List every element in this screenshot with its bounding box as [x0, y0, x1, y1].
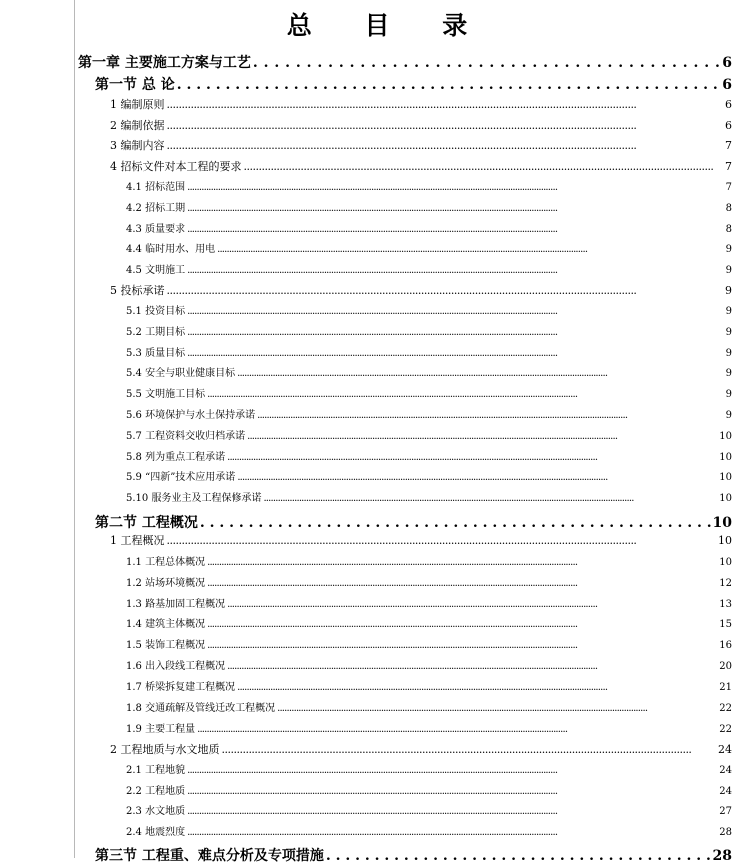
toc-entry-label: 1.6 出入段线工程概况	[126, 661, 226, 672]
dot-leader	[187, 827, 717, 838]
toc-entry-page-number: 6	[725, 98, 732, 111]
toc-entry-page-number: 9	[725, 327, 732, 338]
toc-entry-page-number: 28	[712, 848, 732, 864]
toc-entry-label: 第一章 主要施工方案与工艺	[78, 55, 251, 71]
toc-entry-sub[interactable]	[126, 323, 732, 338]
dot-leader	[227, 599, 717, 610]
toc-entry-page-number: 10	[719, 557, 732, 568]
dot-leader	[177, 77, 721, 93]
toc-entry-page-number: 16	[719, 640, 732, 651]
toc-entry-label: 第一节 总 论	[95, 77, 175, 93]
toc-entry-page-number: 8	[725, 224, 732, 235]
toc-entry-label: 1.3 路基加固工程概况	[126, 599, 226, 610]
dot-leader	[237, 472, 717, 483]
toc-entry-label: 5 投标承诺	[110, 284, 165, 297]
toc-entry-page-number: 20	[719, 661, 732, 672]
dot-leader	[187, 224, 724, 235]
toc-entry-sub[interactable]	[126, 448, 732, 463]
toc-entry-chapter[interactable]	[78, 52, 732, 72]
toc-entry-label: 2.2 工程地质	[126, 786, 186, 797]
toc-entry-item[interactable]	[110, 96, 732, 112]
dot-leader	[237, 368, 724, 379]
toc-entry-page-number: 9	[725, 389, 732, 400]
dot-leader	[187, 203, 724, 214]
toc-entry-sub[interactable]	[126, 720, 732, 735]
toc-entry-sub[interactable]	[126, 699, 732, 714]
toc-entry-page-number: 10	[719, 452, 732, 463]
dot-leader	[277, 703, 717, 714]
toc-entry-page-number: 10	[719, 472, 732, 483]
toc-entry-page-number: 9	[725, 368, 732, 379]
toc-entry-sub[interactable]	[126, 489, 732, 504]
toc-entry-sub[interactable]	[126, 468, 732, 483]
toc-entry-page-number: 9	[725, 265, 732, 276]
toc-entry-label: 4.5 文明施工	[126, 265, 186, 276]
dot-leader	[257, 410, 724, 421]
dot-leader	[167, 284, 724, 297]
toc-entry-sub[interactable]	[126, 261, 732, 276]
toc-entry-page-number: 6	[722, 55, 732, 71]
toc-entry-label: 2 工程地质与水文地质	[110, 743, 220, 756]
dot-leader	[263, 493, 717, 504]
toc-entry-label: 4.3 质量要求	[126, 224, 186, 235]
dot-leader	[222, 743, 717, 756]
toc-entry-sub[interactable]	[126, 657, 732, 672]
dot-leader	[187, 306, 724, 317]
toc-entry-label: 1.4 建筑主体概况	[126, 619, 206, 630]
toc-entry-label: 第二节 工程概况	[95, 515, 198, 531]
toc-entry-page-number: 24	[719, 765, 732, 776]
toc-entry-page-number: 22	[719, 703, 732, 714]
toc-entry-page-number: 12	[719, 578, 732, 589]
toc-entry-page-number: 24	[718, 743, 732, 756]
toc-entry-sub[interactable]	[126, 802, 732, 817]
toc-entry-label: 5.1 投资目标	[126, 306, 186, 317]
toc-entry-label: 1.2 站场环境概况	[126, 578, 206, 589]
toc-entry-sub[interactable]	[126, 574, 732, 589]
dot-leader	[247, 431, 717, 442]
toc-entry-page-number: 7	[725, 139, 732, 152]
toc-entry-label: 5.3 质量目标	[126, 348, 186, 359]
toc-entry-page-number: 10	[712, 515, 732, 531]
toc-entry-page-number: 13	[719, 599, 732, 610]
toc-entry-page-number: 22	[719, 724, 732, 735]
dot-leader	[244, 160, 724, 173]
toc-entry-sub[interactable]	[126, 385, 732, 400]
toc-entry-page-number: 28	[719, 827, 732, 838]
toc-entry-label: 2 编制依据	[110, 119, 165, 132]
toc-entry-sub[interactable]	[126, 344, 732, 359]
toc-entry-label: 5.4 安全与职业健康目标	[126, 368, 236, 379]
toc-entry-page-number: 9	[725, 410, 732, 421]
toc-entry-item[interactable]	[110, 137, 732, 153]
toc-entry-label: 1 编制原则	[110, 98, 165, 111]
dot-leader	[207, 389, 724, 400]
toc-entry-label: 1.8 交通疏解及管线迁改工程概况	[126, 703, 276, 714]
dot-leader	[187, 765, 717, 776]
dot-leader	[207, 578, 717, 589]
toc-entry-label: 5.5 文明施工目标	[126, 389, 206, 400]
toc-entry-item[interactable]	[110, 741, 732, 757]
dot-leader	[167, 119, 724, 132]
toc-entry-page-number: 6	[722, 77, 732, 93]
toc-entry-page-number: 15	[719, 619, 732, 630]
toc-entry-sub[interactable]	[126, 178, 732, 193]
toc-entry-label: 5.9 “四新”技术应用承诺	[126, 472, 236, 483]
dot-leader	[227, 661, 717, 672]
toc-entry-item[interactable]	[110, 282, 732, 298]
dot-leader	[187, 265, 724, 276]
toc-entry-page-number: 9	[725, 348, 732, 359]
toc-entry-item[interactable]	[110, 532, 732, 548]
toc-entry-sub[interactable]	[126, 595, 732, 610]
toc-entry-label: 5.6 环境保护与水土保持承诺	[126, 410, 256, 421]
toc-entry-page-number: 9	[725, 306, 732, 317]
toc-entry-sub[interactable]	[126, 761, 732, 776]
toc-entry-page-number: 27	[719, 806, 732, 817]
toc-entry-page-number: 7	[725, 182, 732, 193]
dot-leader	[197, 724, 717, 735]
toc-entry-label: 5.8 列为重点工程承诺	[126, 452, 226, 463]
toc-entry-label: 2.4 地震烈度	[126, 827, 186, 838]
toc-entry-item[interactable]	[110, 117, 732, 133]
toc-entry-label: 5.10 服务业主及工程保修承诺	[126, 493, 262, 504]
toc-entry-sub[interactable]	[126, 615, 732, 630]
toc-entry-label: 3 编制内容	[110, 139, 165, 152]
toc-entry-label: 4.4 临时用水、用电	[126, 244, 216, 255]
toc-entry-label: 2.3 水文地质	[126, 806, 186, 817]
toc-entry-sub[interactable]	[126, 782, 732, 797]
toc-entry-sub[interactable]	[126, 199, 732, 214]
toc-entry-label: 1.9 主要工程量	[126, 724, 196, 735]
toc-entry-page-number: 7	[725, 160, 732, 173]
toc-entry-label: 1.5 装饰工程概况	[126, 640, 206, 651]
dot-leader	[187, 182, 724, 193]
dot-leader	[253, 55, 720, 71]
toc-entry-page-number: 9	[725, 244, 732, 255]
dot-leader	[227, 452, 717, 463]
toc-entry-page-number: 10	[719, 431, 732, 442]
toc-entry-label: 5.7 工程资料交收归档承诺	[126, 431, 246, 442]
toc-entry-page-number: 10	[719, 493, 732, 504]
toc-entry-label: 第三节 工程重、难点分析及专项措施	[95, 848, 324, 864]
toc-entry-page-number: 6	[725, 119, 732, 132]
toc-entry-label: 4.2 招标工期	[126, 203, 186, 214]
toc-entry-sub[interactable]	[126, 240, 732, 255]
dot-leader	[187, 786, 717, 797]
dot-leader	[187, 348, 724, 359]
dot-leader	[187, 327, 724, 338]
dot-leader	[207, 640, 717, 651]
toc-entry-label: 4 招标文件对本工程的要求	[110, 160, 242, 173]
toc-entry-sub[interactable]	[126, 823, 732, 838]
dot-leader	[207, 557, 717, 568]
dot-leader	[187, 806, 717, 817]
dot-leader	[167, 98, 724, 111]
toc-entry-page-number: 21	[719, 682, 732, 693]
toc-entry-label: 2.1 工程地貌	[126, 765, 186, 776]
dot-leader	[167, 139, 724, 152]
toc-entry-sub[interactable]	[126, 678, 732, 693]
toc-entry-page-number: 9	[725, 284, 732, 297]
toc-entry-sub[interactable]	[126, 553, 732, 568]
page-left-border	[74, 0, 75, 858]
toc-entry-sub[interactable]	[126, 406, 732, 421]
toc-entry-label: 1 工程概况	[110, 534, 165, 547]
toc-entry-label: 5.2 工期目标	[126, 327, 186, 338]
toc-entry-page-number: 24	[719, 786, 732, 797]
toc-entry-sub[interactable]	[126, 427, 732, 442]
toc-entry-section[interactable]	[95, 74, 732, 94]
toc-entry-page-number: 10	[718, 534, 732, 547]
toc-entry-label: 1.7 桥梁拆复建工程概况	[126, 682, 236, 693]
toc-entry-sub[interactable]	[126, 364, 732, 379]
page-title: 总 目 录	[286, 11, 490, 40]
toc-entry-section[interactable]	[95, 512, 732, 532]
toc-entry-sub[interactable]	[126, 302, 732, 317]
toc-entry-page-number: 8	[725, 203, 732, 214]
dot-leader	[326, 848, 711, 864]
dot-leader	[217, 244, 724, 255]
toc-entry-item[interactable]	[110, 158, 732, 174]
toc-entry-sub[interactable]	[126, 220, 732, 235]
toc-entry-section[interactable]	[95, 845, 732, 865]
toc-entry-label: 4.1 招标范围	[126, 182, 186, 193]
toc-entry-sub[interactable]	[126, 636, 732, 651]
dot-leader	[207, 619, 717, 630]
toc-entry-label: 1.1 工程总体概况	[126, 557, 206, 568]
dot-leader	[200, 515, 711, 531]
dot-leader	[237, 682, 717, 693]
dot-leader	[167, 534, 717, 547]
